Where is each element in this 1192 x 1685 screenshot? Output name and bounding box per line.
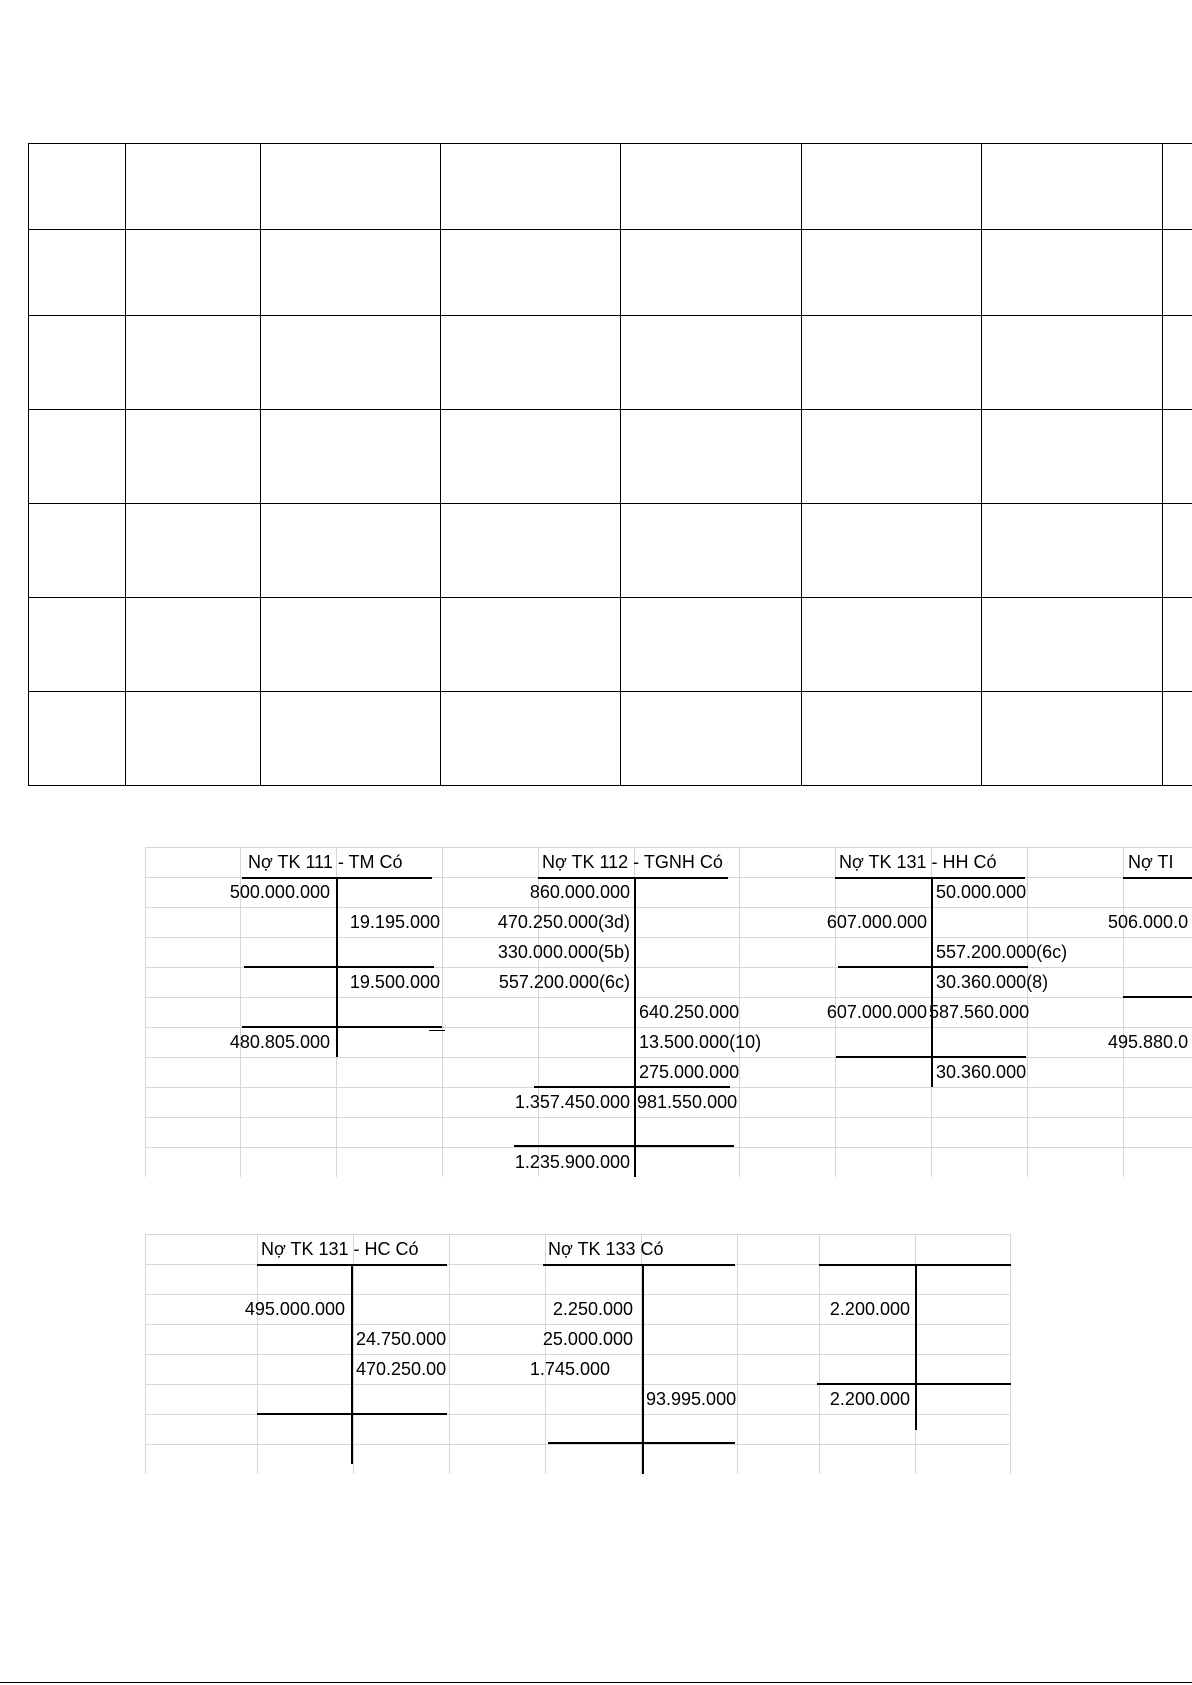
ledger-header: Nợ TK 111 - TM Có <box>248 852 403 872</box>
subtotal-line <box>244 966 434 968</box>
balance: 1.235.900.000 <box>514 1152 630 1172</box>
credit-entry: 19.195.000 <box>349 912 440 932</box>
total-line <box>514 1145 734 1147</box>
balance: 30.360.000 <box>936 1062 1027 1082</box>
t-account-center-line <box>634 879 636 1177</box>
credit-entry: 470.250.00 <box>356 1359 447 1379</box>
credit-entry: 557.200.000(6c) <box>936 942 1068 962</box>
subtotal-line <box>1123 996 1192 998</box>
total-line <box>429 1030 445 1031</box>
ledger-header: Nợ TK 112 - TGNH Có <box>542 852 723 872</box>
ledger-header: Nợ TK 131 - HH Có <box>839 852 997 872</box>
credit-opening: 50.000.000 <box>936 882 1027 902</box>
t-account-top-line <box>543 1264 735 1266</box>
credit-total: 93.995.000 <box>646 1389 737 1409</box>
ledger-header: Nợ TK 131 - HC Có <box>261 1239 419 1259</box>
table-row <box>29 144 1192 230</box>
t-account-center-line <box>336 879 338 1057</box>
t-account-top-line <box>835 877 1025 879</box>
table-row <box>29 316 1192 410</box>
subtotal-line <box>838 966 1028 968</box>
credit-total: 19.500.000 <box>349 972 440 992</box>
subtotal-line <box>548 1442 735 1444</box>
table-row <box>29 692 1192 786</box>
debit-total: 2.200.000 <box>829 1389 910 1409</box>
t-account-sheet-1 <box>145 847 1192 1177</box>
table-row <box>29 598 1192 692</box>
credit-entry: 13.500.000(10) <box>639 1032 762 1052</box>
debit-entry: 25.000.000 <box>542 1329 633 1349</box>
balance: 480.805.000 <box>229 1032 330 1052</box>
credit-total: 981.550.000 <box>637 1092 738 1112</box>
ledger-header: Nợ TI <box>1128 852 1174 872</box>
t-account-center-line <box>915 1266 917 1430</box>
debit-entry: 506.000.0 <box>1108 912 1189 932</box>
credit-entry: 640.250.000 <box>639 1002 740 1022</box>
debit-total: 607.000.000 <box>826 1002 927 1022</box>
debit-entry: 470.250.000(3d) <box>497 912 630 932</box>
page-bottom-rule <box>0 1682 1192 1683</box>
t-account-sheet-2 <box>145 1234 1011 1474</box>
debit-total: 1.357.450.000 <box>514 1092 630 1112</box>
debit-entry: 330.000.000(5b) <box>497 942 630 962</box>
debit-entry: 607.000.000 <box>826 912 927 932</box>
empty-journal-table <box>28 143 1192 786</box>
table-row <box>29 230 1192 316</box>
credit-entry: 275.000.000 <box>639 1062 740 1082</box>
subtotal-line <box>817 1383 1011 1385</box>
subtotal-line <box>257 1413 447 1415</box>
t-account-top-line <box>1123 877 1192 879</box>
ledger-header: Nợ TK 133 Có <box>548 1239 664 1259</box>
debit-entry: 2.250.000 <box>552 1299 633 1319</box>
credit-entry: 30.360.000(8) <box>936 972 1049 992</box>
debit-entry: 500.000.000 <box>229 882 330 902</box>
table-row <box>29 504 1192 598</box>
debit-entry: 495.000.000 <box>244 1299 345 1319</box>
credit-total: 587.560.000 <box>929 1002 1030 1022</box>
total-line <box>242 1026 442 1028</box>
subtotal-line <box>534 1086 730 1088</box>
debit-entry: 1.745.000 <box>529 1359 610 1379</box>
t-account-center-line <box>351 1266 353 1464</box>
balance: 495.880.0 <box>1108 1032 1189 1052</box>
debit-entry: 860.000.000 <box>529 882 630 902</box>
table-row <box>29 410 1192 504</box>
credit-entry: 24.750.000 <box>356 1329 447 1349</box>
total-line <box>836 1056 1026 1058</box>
debit-entry: 2.200.000 <box>829 1299 910 1319</box>
t-account-top-line <box>538 877 728 879</box>
debit-entry: 557.200.000(6c) <box>498 972 630 992</box>
